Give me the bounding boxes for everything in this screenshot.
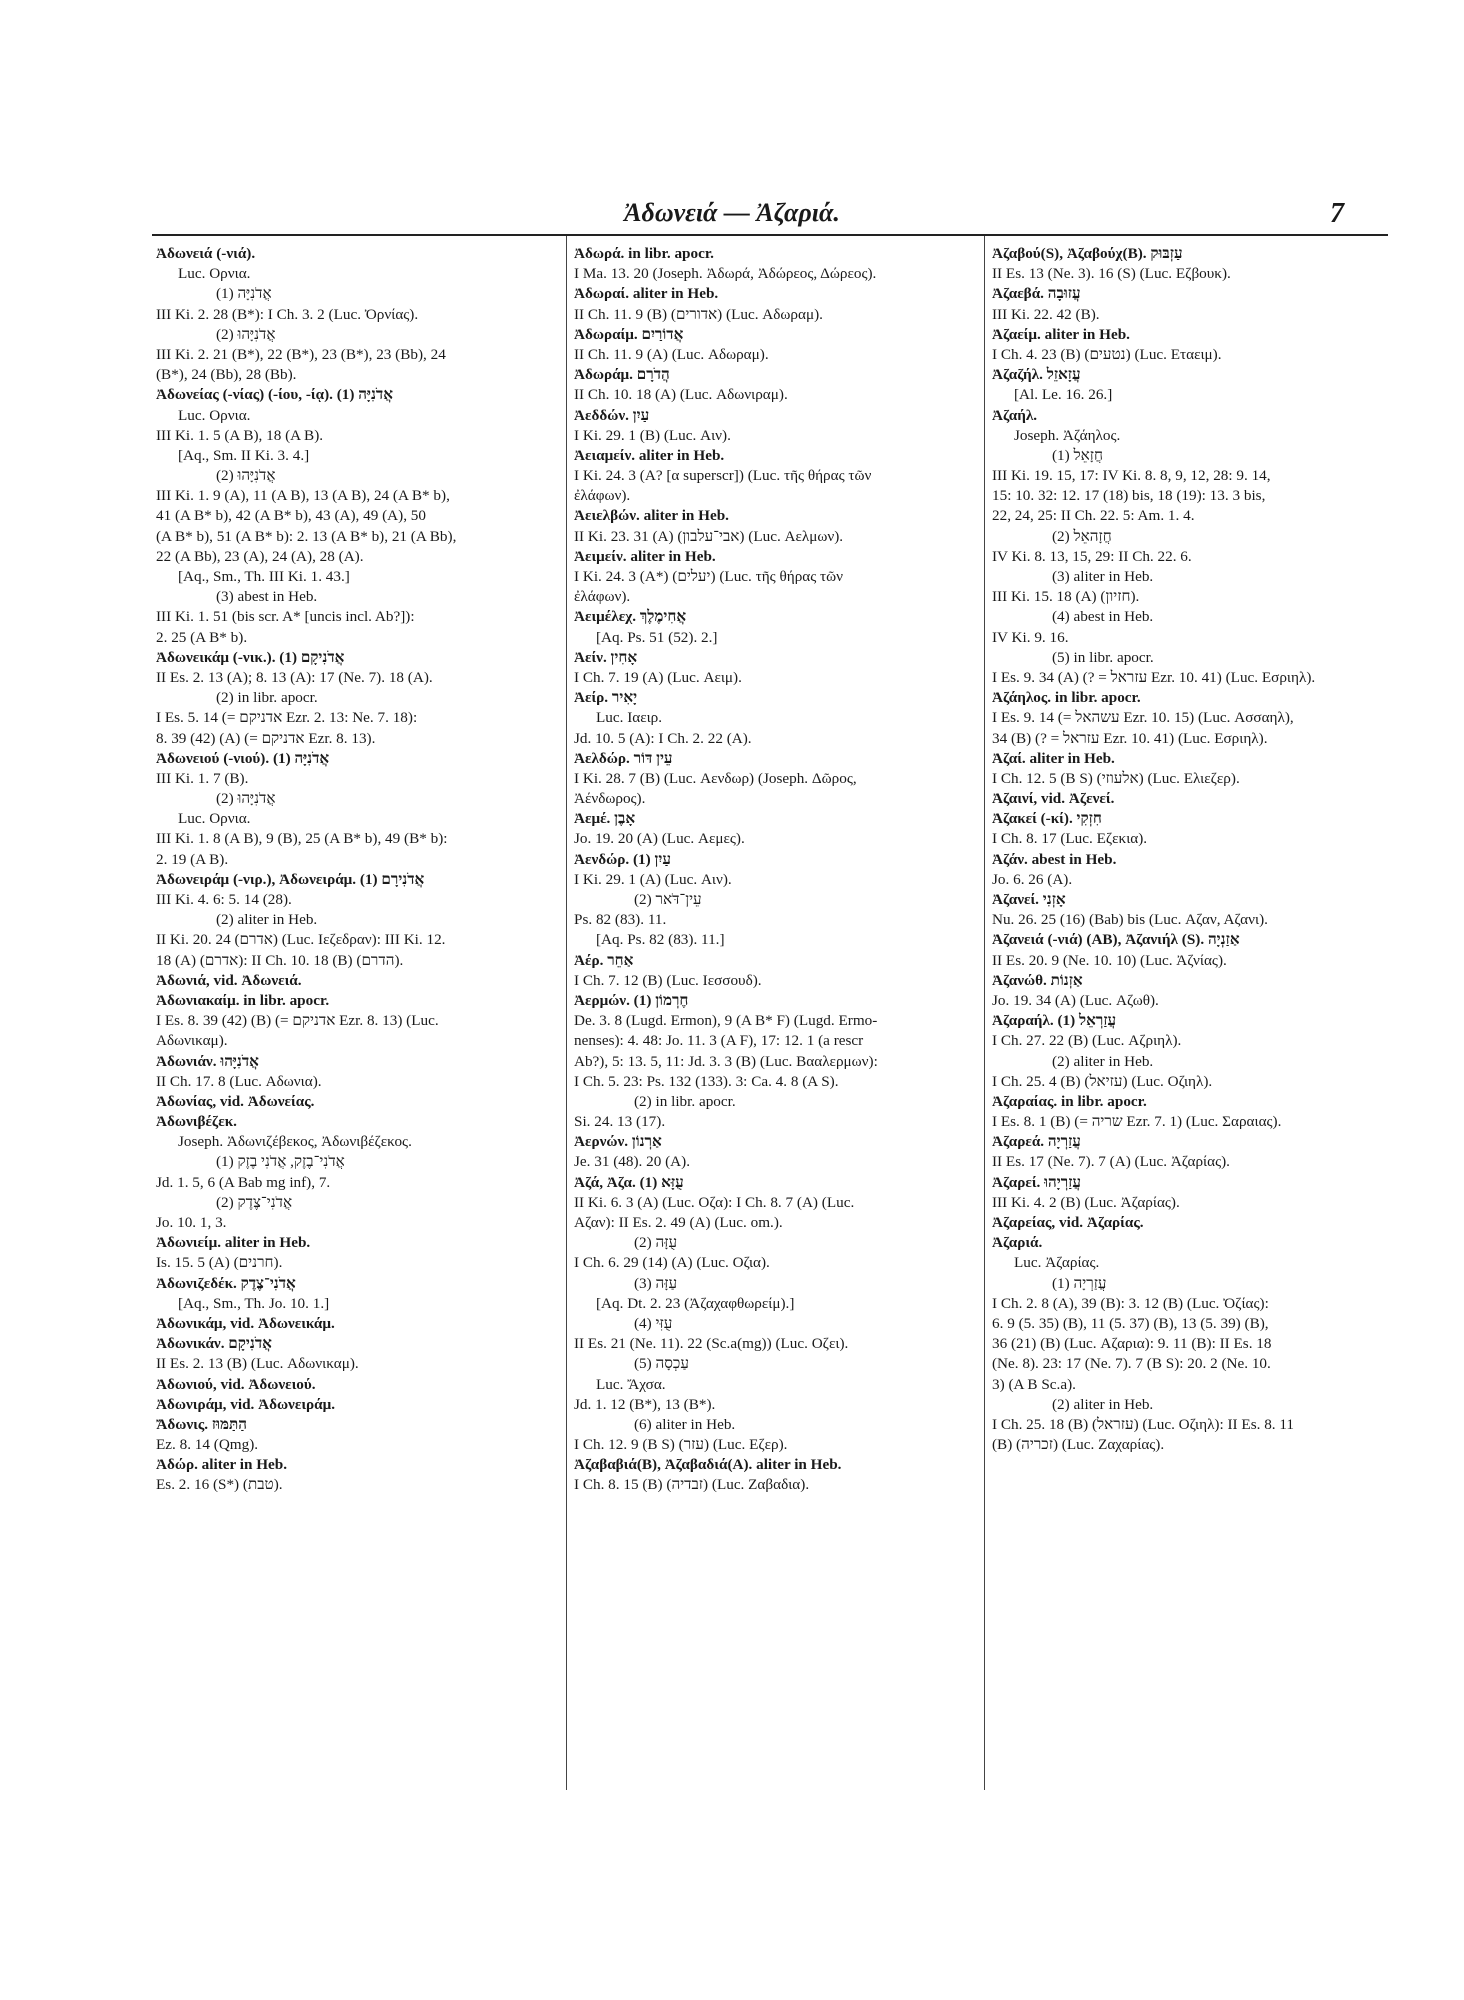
entry-headword-line: Ἀζαραήλ. (1) עֲזַרְאֵל <box>992 1012 1117 1030</box>
entry-line: [Aq. Ps. 51 (52). 2.] <box>596 628 718 646</box>
entry-headword-line: Ἀειμέλεχ. אֲחִימֶלֶךְ <box>574 608 687 626</box>
entry-line: (3) עַזָּה <box>634 1274 678 1292</box>
entry-headword-line: Ἀείρ. יָאִיר <box>574 689 638 707</box>
entry-column-3 <box>992 244 1392 1455</box>
entry-headword-line: Ἀενδώρ. (1) עַיִן <box>574 850 671 868</box>
entry-line: (6) aliter in Heb. <box>634 1415 736 1433</box>
entry-line: III Ki. 1. 51 (bis scr. A* [uncis incl. Ab?]): <box>156 608 415 626</box>
entry-headword-line: Ἀδωνεικάμ (-νικ.). (1) אֲדֹנִיקָם <box>156 648 345 666</box>
entry-line: [Aq., Sm., Th. Jo. 10. 1.] <box>178 1294 330 1312</box>
entry-headword-line: Ἀζανεί. אָזְנִי <box>992 891 1066 908</box>
entry-line: Si. 24. 13 (17). <box>574 1113 666 1131</box>
entry-line: (2) אֲדֹנִיָּהוּ <box>216 790 276 808</box>
entry-headword-line: Ἀζακεί (-κί). חִזְקִי <box>992 810 1102 828</box>
entry-line: (2) חֲזָהאֵל <box>1052 527 1112 545</box>
entry-headword-line: Ἀείν. אָחִין <box>574 648 638 666</box>
entry-line: Ἀένδωρος). <box>574 790 646 808</box>
entry-headword-line: Ἀζαινί, vid. Ἀζενεί. <box>992 790 1115 808</box>
entry-line: Nu. 26. 25 (16) (Bab) bis (Luc. Αζαν, Αζανι). <box>992 911 1268 929</box>
entry-line: IV Ki. 9. 16. <box>992 628 1069 646</box>
entry-line: I Es. 8. 1 (B) (= שריה Ezr. 7. 1) (Luc. Σαραιας). <box>992 1113 1282 1131</box>
entry-line: I Es. 8. 39 (42) (B) (= אדניקם Ezr. 8. 13) (Luc. <box>156 1012 439 1030</box>
entry-headword-line: Ἀδωρά. in libr. apocr. <box>574 245 714 262</box>
entry-line: II Ch. 17. 8 (Luc. Αδωνια). <box>156 1072 322 1090</box>
entry-line: ἐλάφων). <box>574 588 631 606</box>
entry-line: nenses): 4. 48: Jo. 11. 3 (A F), 17: 12. 1 (a rescr <box>574 1032 864 1050</box>
entry-line: I Ki. 28. 7 (B) (Luc. Αενδωρ) (Joseph. Δῶρος, <box>574 769 857 787</box>
entry-headword-line: Ἀδωνικάμ, vid. Ἀδωνεικάμ. <box>156 1314 335 1332</box>
entry-headword-line: Ἀδωραί. aliter in Heb. <box>574 285 719 303</box>
entry-line: (2) aliter in Heb. <box>216 911 318 929</box>
entry-line: Jd. 1. 12 (B*), 13 (B*). <box>574 1395 716 1413</box>
entry-line: III Ki. 22. 42 (B). <box>992 305 1100 323</box>
entry-line: (1) אֲדֹנִיָּה <box>216 285 272 303</box>
entry-line: Jo. 19. 34 (A) (Luc. Αζωθ). <box>992 991 1159 1009</box>
entry-line: I Ki. 29. 1 (B) (Luc. Αιν). <box>574 426 731 444</box>
entry-line: (2) אֲדֹנִיָּהוּ <box>216 467 276 485</box>
entry-line: 36 (21) (B) (Luc. Αζαρια): 9. 11 (B): II Es. 18 <box>992 1335 1272 1353</box>
entry-line: Αζαν): II Es. 2. 49 (A) (Luc. om.). <box>574 1214 783 1231</box>
entry-line: I Ma. 13. 20 (Joseph. Ἀδωρά, Ἀδώρεος, Δώρεος). <box>574 265 877 283</box>
entry-line: Ez. 8. 14 (Qmg). <box>156 1436 259 1454</box>
entry-headword-line: Ἀδωνειά (-νιά). <box>156 245 256 262</box>
entry-line: III Ki. 1. 7 (B). <box>156 769 249 787</box>
entry-headword-line: Ἀερμών. (1) חֶרְמוֹן <box>574 991 689 1009</box>
entry-line: Ab?), 5: 13. 5, 11: Jd. 3. 3 (B) (Luc. Βααλερμων): <box>574 1052 878 1070</box>
entry-line: [Aq. Dt. 2. 23 (Ἀζαχαφθωρείμ).] <box>596 1294 795 1312</box>
entry-line: 41 (A B* b), 42 (A B* b), 43 (A), 49 (A), 50 <box>156 507 426 525</box>
entry-line: III Ki. 2. 28 (B*): I Ch. 3. 2 (Luc. Ὀρνίας). <box>156 305 419 323</box>
entry-line: (2) אֲדֹנִיָּהוּ <box>216 325 276 343</box>
column-divider <box>984 236 985 1790</box>
entry-headword-line: Ἀζαήλ. <box>992 406 1038 424</box>
entry-headword-line: Ἀδωνιά, vid. Ἀδωνειά. <box>156 971 302 989</box>
entry-line: (2) עֵין־דֹּאר <box>634 891 702 908</box>
entry-headword-line: Ἀδωνειού (-νιού). (1) אֲדֹנִיָּה <box>156 749 330 767</box>
entry-headword-line: Ἄδωνις. הַתַּמּוּז <box>156 1415 247 1433</box>
entry-line: III Ki. 1. 8 (A B), 9 (B), 25 (A B* b), 49 (B* b): <box>156 830 448 848</box>
entry-line: 2. 25 (A B* b). <box>156 628 248 646</box>
entry-headword-line: Ἀζαβαβιά(B), Ἀζαβαδιά(A). aliter in Heb. <box>574 1456 842 1474</box>
entry-headword-line: Ἀδωνιζεδέκ. אֲדֹנִי־צֶדֶק <box>156 1274 296 1292</box>
entry-line: I Ch. 6. 29 (14) (A) (Luc. Οζια). <box>574 1254 770 1272</box>
entry-headword-line: Ἀειμείν. aliter in Heb. <box>574 547 716 565</box>
entry-line: I Es. 9. 14 (= עשהאל Ezr. 10. 15) (Luc. Ασσαηλ), <box>992 709 1294 727</box>
entry-line: Jo. 10. 1, 3. <box>156 1214 227 1231</box>
entry-line: Ps. 82 (83). 11. <box>574 911 667 929</box>
entry-headword-line: Ἀεμέ. אָבֶן <box>574 810 636 828</box>
entry-line: (B*), 24 (Bb), 28 (Bb). <box>156 366 297 384</box>
entry-line: Luc. Ορνια. <box>178 406 251 424</box>
entry-line: Αδωνικαμ). <box>156 1032 228 1050</box>
entry-headword-line: Ἀζαρεί. עֲזַרְיָהוּ <box>992 1173 1082 1191</box>
entry-line: Luc. Ἀζαρίας. <box>1014 1254 1100 1272</box>
entry-line: IV Ki. 8. 13, 15, 29: II Ch. 22. 6. <box>992 547 1192 565</box>
entry-line: 18 (A) (אדרם): II Ch. 10. 18 (B) (הדרם). <box>156 951 404 969</box>
entry-line: (5) עַכְסָה <box>634 1355 689 1373</box>
entry-headword-line: Ἀζαρεά. עֲזַרְיָה <box>992 1133 1081 1151</box>
entry-line: Jd. 10. 5 (A): I Ch. 2. 22 (A). <box>574 729 752 747</box>
entry-line: II Es. 20. 9 (Ne. 10. 10) (Luc. Ἀζνίας). <box>992 951 1227 969</box>
entry-line: 6. 9 (5. 35) (B), 11 (5. 37) (B), 13 (5. 39) (B), <box>992 1314 1269 1332</box>
entry-headword-line: Ἀζαραίας. in libr. apocr. <box>992 1092 1147 1110</box>
entry-headword-line: Ἀελδώρ. עֵין דּוֹר <box>574 749 673 767</box>
entry-line: III Ki. 19. 15, 17: IV Ki. 8. 8, 9, 12, 28: 9. 14, <box>992 467 1271 485</box>
entry-line: (3) abest in Heb. <box>216 588 318 606</box>
entry-line: III Ki. 1. 9 (A), 11 (A B), 13 (A B), 24 (A B* b), <box>156 487 450 505</box>
entry-headword-line: Ἀζαζήλ. עֲזָאזֵל <box>992 366 1081 384</box>
entry-line: I Ch. 7. 19 (A) (Luc. Αειμ). <box>574 668 742 686</box>
entry-line: (2) aliter in Heb. <box>1052 1395 1154 1413</box>
entry-headword-line: Ἀζαριά. <box>992 1234 1043 1252</box>
header-rule <box>152 234 1388 236</box>
entry-headword-line: Ἀδωνιράμ, vid. Ἀδωνειράμ. <box>156 1395 336 1413</box>
entry-line: Luc. Ἄχσα. <box>596 1375 666 1393</box>
entry-line: [Al. Le. 16. 26.] <box>1014 386 1113 404</box>
entry-headword-line: Ἀδώρ. aliter in Heb. <box>156 1456 288 1474</box>
entry-line: Jd. 1. 5, 6 (A Bab mg inf), 7. <box>156 1173 331 1191</box>
entry-headword-line: Ἀδωνιακαίμ. in libr. apocr. <box>156 991 330 1009</box>
entry-headword-line: Ἀδωράμ. הֲדֹרָם <box>574 366 670 384</box>
entry-line: (1) אֲדֹנִי־בֶזֶק, אֲדֹנִי בֶזֶק <box>216 1153 345 1171</box>
entry-line: I Ch. 8. 17 (Luc. Εζεκια). <box>992 830 1148 848</box>
entry-line: Luc. Ορνια. <box>178 810 251 828</box>
entry-line: I Ch. 2. 8 (A), 39 (B): 3. 12 (B) (Luc. Ὀζίας): <box>992 1294 1269 1312</box>
entry-line: (3) aliter in Heb. <box>1052 568 1154 585</box>
entry-headword-line: Ἀζανώθ. אַזְנוֹת <box>992 971 1083 989</box>
entry-line: I Ch. 27. 22 (B) (Luc. Αζριηλ). <box>992 1032 1182 1050</box>
entry-line: II Es. 17 (Ne. 7). 7 (A) (Luc. Ἀζαρίας). <box>992 1153 1230 1171</box>
entry-line: [Aq. Ps. 82 (83). 11.] <box>596 931 725 949</box>
entry-headword-line: Ἀζαβού(S), Ἀζαβούχ(B). עַזְבּוּק <box>992 245 1183 262</box>
entry-line: (2) אֲדֹנִי־צֶדֶק <box>216 1193 293 1211</box>
entry-line: (2) in libr. apocr. <box>634 1092 736 1110</box>
entry-headword-line: Ἀδωραίμ. אֲדוֹרַיִם <box>574 325 684 343</box>
entry-line: I Ch. 25. 18 (B) (עזראל) (Luc. Οζιηλ): II Es. 8. 11 <box>992 1415 1295 1433</box>
entry-column-1 <box>156 244 558 1496</box>
entry-headword-line: Ἀεδδών. עַיִן <box>574 406 650 424</box>
entry-line: I Ch. 5. 23: Ps. 132 (133). 3: Ca. 4. 8 (A S). <box>574 1072 839 1090</box>
entry-line: 22 (A Bb), 23 (A), 24 (A), 28 (A). <box>156 547 364 565</box>
entry-headword-line: Ἀζαρείας, vid. Ἀζαρίας. <box>992 1214 1144 1231</box>
entry-line: I Ch. 12. 5 (B S) (אלעוזי) (Luc. Ελιεζερ). <box>992 769 1240 787</box>
page-number: 7 <box>1330 198 1344 229</box>
entry-line: 3) (A B Sc.a). <box>992 1375 1076 1393</box>
entry-line: Joseph. Ἀζάηλος. <box>1014 426 1121 444</box>
entry-headword-line: Ἀζάν. abest in Heb. <box>992 850 1117 868</box>
entry-line: (4) abest in Heb. <box>1052 608 1154 626</box>
entry-column-2 <box>574 244 976 1496</box>
entry-line: II Es. 21 (Ne. 11). 22 (Sc.a(mg)) (Luc. Οζει). <box>574 1335 849 1353</box>
entry-line: I Ki. 29. 1 (A) (Luc. Αιν). <box>574 870 732 888</box>
entry-line: I Ch. 25. 4 (B) (עזיאל) (Luc. Οζιηλ). <box>992 1072 1213 1090</box>
entry-headword-line: Ἀδωνίας, vid. Ἀδωνείας. <box>156 1092 315 1110</box>
entry-line: (1) חֲזָאֵל <box>1052 446 1103 464</box>
entry-line: 34 (B) (? = עזראל Ezr. 10. 41) (Luc. Εσριηλ). <box>992 729 1268 747</box>
entry-line: II Es. 13 (Ne. 3). 16 (S) (Luc. Εζβουκ). <box>992 265 1231 283</box>
entry-line: Luc. Ορνια. <box>178 265 251 283</box>
entry-line: ἐλάφων). <box>574 487 631 505</box>
entry-line: Je. 31 (48). 20 (A). <box>574 1153 690 1171</box>
entry-line: (B) (זכריה) (Luc. Ζαχαρίας). <box>992 1436 1165 1454</box>
entry-line: (A B* b), 51 (A B* b): 2. 13 (A B* b), 21 (A Bb), <box>156 527 457 545</box>
entry-line: I Ch. 8. 15 (B) (זבדיה) (Luc. Ζαβαδια). <box>574 1476 810 1494</box>
entry-line: II Es. 2. 13 (B) (Luc. Αδωνικαμ). <box>156 1355 359 1373</box>
column-divider <box>566 236 567 1790</box>
entry-line: (1) עֲזַרְיָה <box>1052 1274 1107 1292</box>
entry-line: Is. 15. 5 (A) (חרנים). <box>156 1254 283 1272</box>
entry-line: 8. 39 (42) (A) (= אדניקם Ezr. 8. 13). <box>156 729 376 747</box>
entry-headword-line: Ἀειαμείν. aliter in Heb. <box>574 446 725 464</box>
entry-line: II Ch. 10. 18 (A) (Luc. Αδωνιραμ). <box>574 386 788 404</box>
entry-line: I Es. 5. 14 (= אדניקם Ezr. 2. 13: Ne. 7. 18): <box>156 709 418 727</box>
entry-headword-line: Ἀερνών. אַרְנוֹן <box>574 1133 662 1151</box>
entry-line: I Es. 9. 34 (A) (? = עזראל Ezr. 10. 41) (Luc. Εσριηλ). <box>992 668 1316 686</box>
entry-line: 22, 24, 25: II Ch. 22. 5: Am. 1. 4. <box>992 507 1195 525</box>
entry-line: II Ki. 6. 3 (A) (Luc. Οζα): I Ch. 8. 7 (A) (Luc. <box>574 1193 855 1211</box>
entry-line: III Ki. 4. 6: 5. 14 (28). <box>156 891 292 908</box>
entry-line: [Aq., Sm., Th. III Ki. 1. 43.] <box>178 568 350 585</box>
entry-line: III Ki. 15. 18 (A) (חזיון). <box>992 588 1140 606</box>
entry-headword-line: Ἀδωνιάν. אֲדֹנִיָּהוּ <box>156 1052 259 1070</box>
entry-line: II Ch. 11. 9 (B) (אדורים) (Luc. Αδωραμ). <box>574 305 823 323</box>
entry-headword-line: Ἀζάηλος. in libr. apocr. <box>992 689 1141 707</box>
entry-headword-line: Ἀειελβών. aliter in Heb. <box>574 507 729 525</box>
entry-headword-line: Ἀδωνικάν. אֲדֹנִיקָם <box>156 1335 272 1353</box>
entry-line: II Ki. 23. 31 (A) (אבי־עלבון) (Luc. Αελμων). <box>574 527 844 545</box>
entry-line: III Ki. 2. 21 (B*), 22 (B*), 23 (B*), 23 (Bb), 24 <box>156 345 446 363</box>
entry-line: II Ch. 11. 9 (A) (Luc. Αδωραμ). <box>574 345 769 363</box>
entry-line: II Es. 2. 13 (A); 8. 13 (A): 17 (Ne. 7). 18 (A). <box>156 668 433 686</box>
entry-headword-line: Ἀδωνιείμ. aliter in Heb. <box>156 1234 311 1252</box>
entry-headword-line: Ἀζαί. aliter in Heb. <box>992 749 1115 767</box>
entry-headword-line: Ἀζαείμ. aliter in Heb. <box>992 325 1130 343</box>
entry-line: III Ki. 1. 5 (A B), 18 (A B). <box>156 426 324 444</box>
entry-line: [Aq., Sm. II Ki. 3. 4.] <box>178 446 310 464</box>
entry-line: (2) in libr. apocr. <box>216 689 318 707</box>
entry-line: Joseph. Ἀδωνιζέβεκος, Ἀδωνιβέζεκος. <box>178 1133 412 1151</box>
entry-line: 15: 10. 32: 12. 17 (18) bis, 18 (19): 13. 3 bis, <box>992 487 1266 505</box>
entry-line: Luc. Ιαειρ. <box>596 709 663 727</box>
entry-line: 2. 19 (A B). <box>156 850 229 868</box>
entry-line: De. 3. 8 (Lugd. Ermon), 9 (A B* F) (Lugd. Ermo- <box>574 1012 878 1030</box>
running-header: Ἀδωνειά — Ἀζαριά. <box>624 198 840 227</box>
entry-headword-line: Ἀζά, Ἀζα. (1) עֻזָּא <box>574 1173 684 1191</box>
entry-line: (2) עֻזָּה <box>634 1234 678 1252</box>
entry-line: Es. 2. 16 (S*) (טבת). <box>156 1476 283 1494</box>
entry-line: (5) in libr. apocr. <box>1052 648 1154 666</box>
entry-headword-line: Ἀέρ. אַחֵר <box>574 951 634 969</box>
entry-line: I Ch. 12. 9 (B S) (עזר) (Luc. Εζερ). <box>574 1436 788 1454</box>
entry-line: (4) עֻזִּי <box>634 1314 673 1332</box>
entry-headword-line: Ἀδωνείας (-νίας) (-ίου, -ίᾳ). (1) אֲדֹנִיָּה <box>156 386 393 404</box>
entry-line: (Ne. 8). 23: 17 (Ne. 7). 7 (B S): 20. 2 (Ne. 10. <box>992 1355 1271 1373</box>
entry-line: Jo. 19. 20 (A) (Luc. Αεμες). <box>574 830 745 848</box>
entry-headword-line: Ἀδωνιβέζεκ. <box>156 1113 237 1131</box>
entry-line: I Ch. 4. 23 (B) (נטעים) (Luc. Εταειμ). <box>992 345 1222 363</box>
entry-line: II Ki. 20. 24 (אדרם) (Luc. Ιεζεδραν): III Ki. 12. <box>156 931 446 949</box>
entry-headword-line: Ἀδωνιού, vid. Ἀδωνειού. <box>156 1375 316 1393</box>
entry-headword-line: Ἀζανειά (-νιά) (AB), Ἀζανιήλ (S). אַזַנְיָה <box>992 931 1240 949</box>
entry-headword-line: Ἀδωνειράμ (-νιρ.), Ἀδωνειράμ. (1) אֲדֹנִירָם <box>156 870 425 888</box>
entry-line: Jo. 6. 26 (A). <box>992 870 1073 888</box>
entry-headword-line: Ἀζαεβά. עֲזוּבָה <box>992 285 1081 303</box>
entry-line: I Ch. 7. 12 (B) (Luc. Ιεσσουδ). <box>574 971 762 989</box>
entry-line: III Ki. 4. 2 (B) (Luc. Ἀζαρίας). <box>992 1193 1180 1211</box>
entry-line: (2) aliter in Heb. <box>1052 1052 1154 1070</box>
entry-line: I Ki. 24. 3 (A? [α superscr]) (Luc. τῆς θήρας τῶν <box>574 467 872 485</box>
entry-line: I Ki. 24. 3 (A*) (יעלים) (Luc. τῆς θήρας τῶν <box>574 568 844 585</box>
